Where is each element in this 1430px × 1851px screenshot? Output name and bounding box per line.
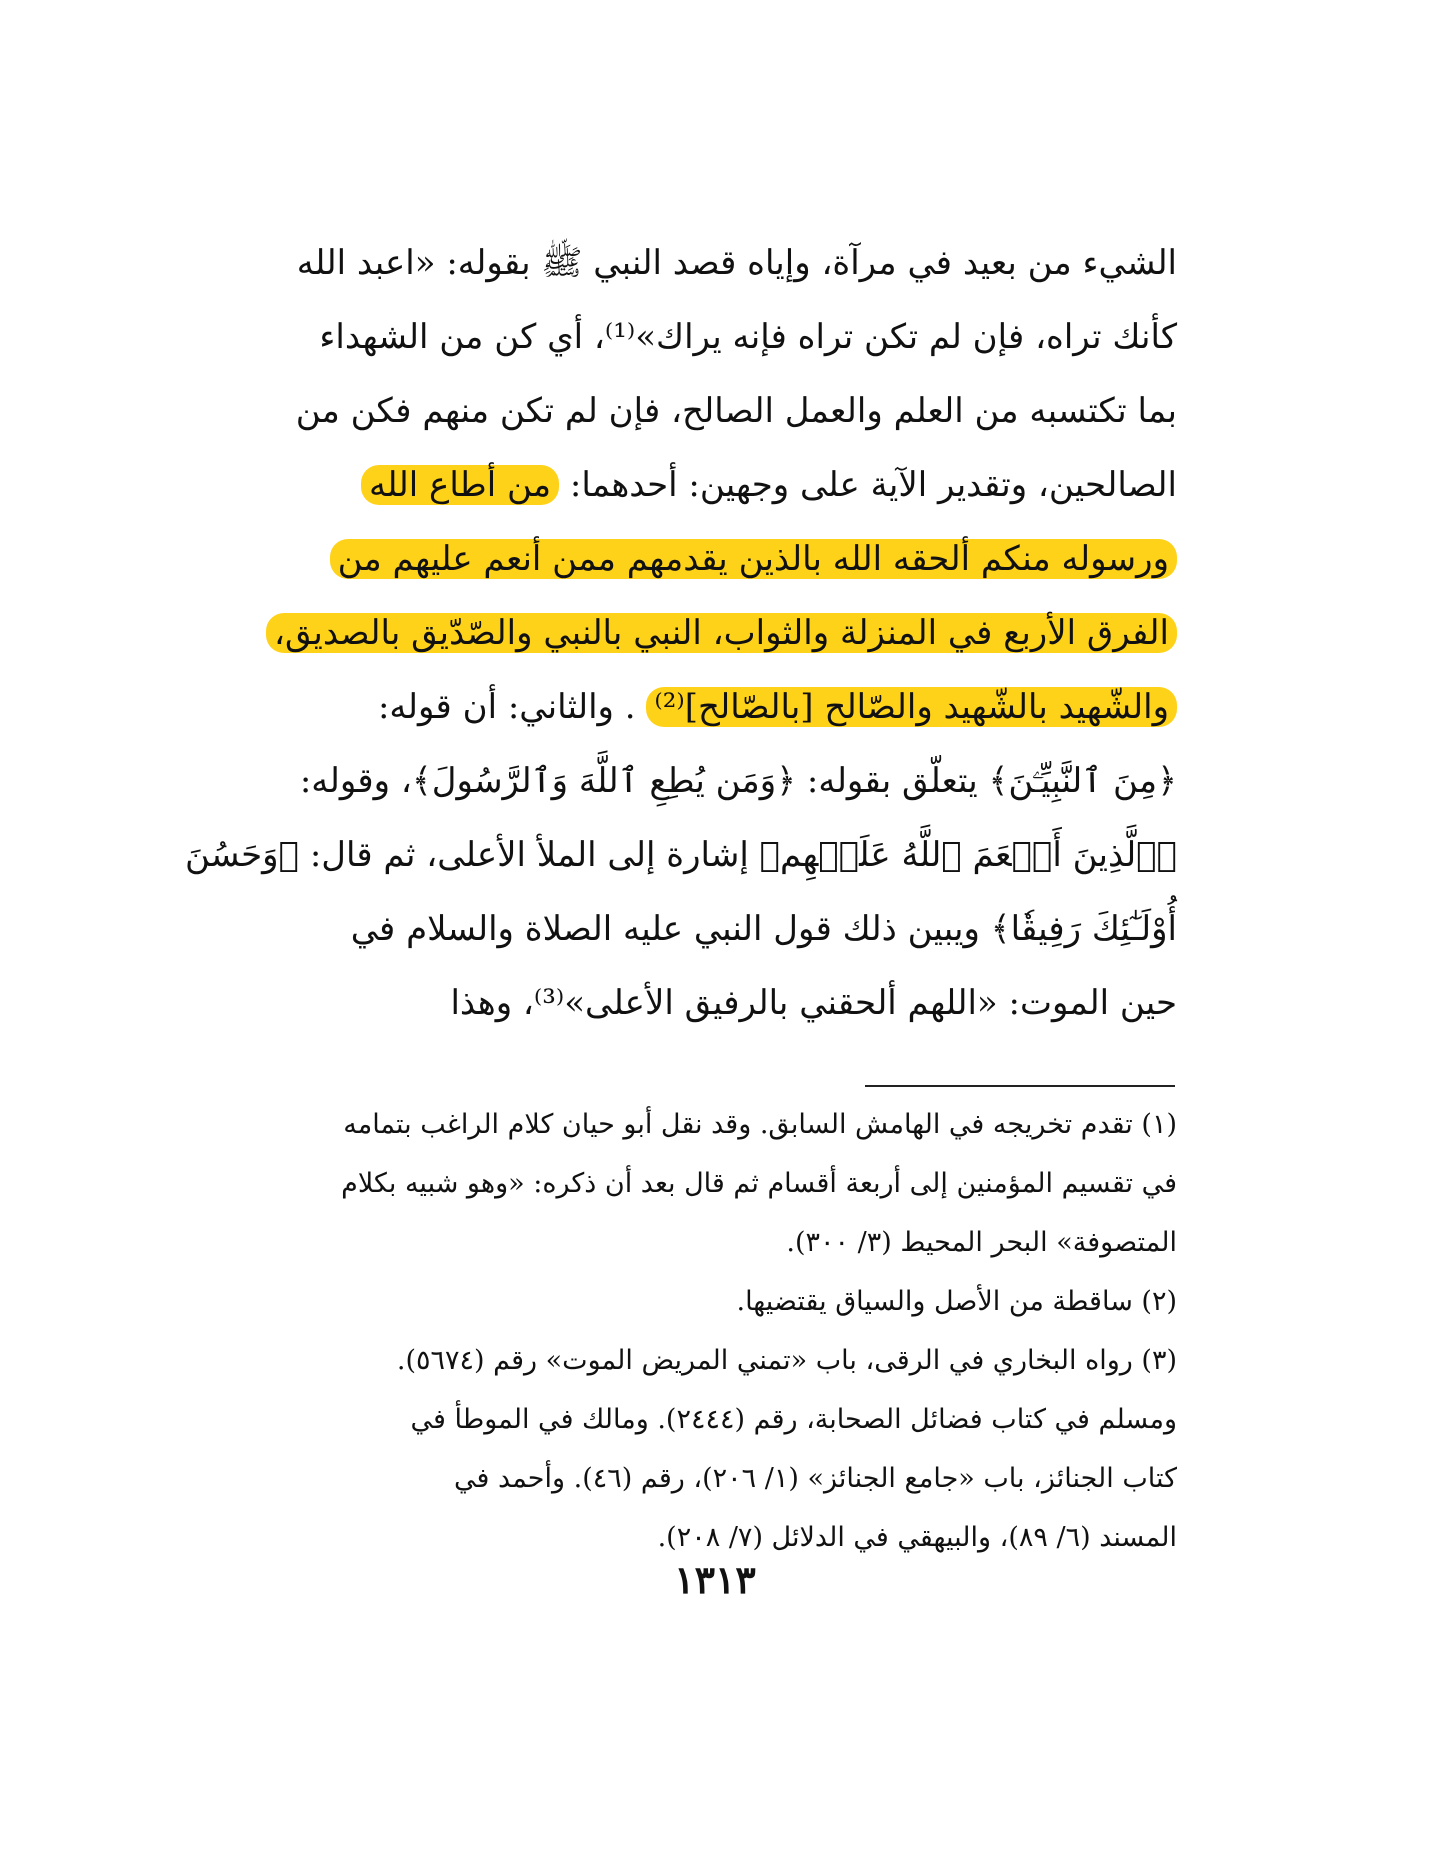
footnote-line-6: ومسلم في كتاب فضائل الصحابة، رقم (٢٤٤٤). ومالك في الموطأ في — [410, 1404, 1177, 1435]
text-line-10: أُوْلَـٰٓئِكَ رَفِيقٗا﴾ ويبين ذلك قول النبي عليه الصلاة والسلام في — [350, 909, 1177, 949]
text-line-3: بما تكتسبه من العلم والعمل الصالح، فإن لم تكن منهم فكن من — [295, 391, 1177, 431]
footnote-line-7: كتاب الجنائز، باب «جامع الجنائز» (١/ ٢٠٦)، رقم (٤٦). وأحمد في — [454, 1463, 1177, 1494]
highlighted-phrase: من أطاع الله — [361, 465, 559, 505]
text-line-4-start: الصالحين، وتقدير الآية على وجهين: أحدهما: — [569, 465, 1177, 505]
text-line-7 — [315, 670, 1177, 744]
footnote-divider — [865, 1085, 1175, 1087]
text-line-11: حين الموت: «اللهم ألحقني بالرفيق الأعلى»⁽³⁾، وهذا — [450, 983, 1177, 1023]
text-line-2: كأنك تراه، فإن لم تكن تراه فإنه يراك»⁽¹⁾، أي كن من الشهداء — [319, 317, 1177, 357]
text-line-4 — [315, 448, 1177, 522]
text-line-9: ﴿ٱلَّذِينَ أَنۡعَمَ ٱللَّهُ عَلَيۡهِم﴾ إشارة إلى الملأ الأعلى، ثم قال: ﴿وَحَسُنَ — [184, 835, 1177, 875]
highlighted-line-6: الفرق الأربع في المنزلة والثواب، النبي بالنبي والصّدّيق بالصديق، — [266, 613, 1177, 653]
text-line-7-tail: . والثاني: أن قوله: — [377, 687, 636, 727]
highlighted-line-7: والشّهيد بالشّهيد والصّالح [بالصّالح]⁽²⁾ — [646, 687, 1177, 727]
text-line-1: الشيء من بعيد في مرآة، وإياه قصد النبي ﷺ بقوله: «اعبد الله — [296, 243, 1177, 283]
footnote-line-8: المسند (٦/ ٨٩)، والبيهقي في الدلائل (٧/ ٢٠٨). — [657, 1522, 1177, 1553]
footnote-line-4: (٢) ساقطة من الأصل والسياق يقتضيها. — [736, 1286, 1177, 1317]
text-line-5 — [315, 522, 1177, 596]
footnote-line-2: في تقسيم المؤمنين إلى أربعة أقسام ثم قال بعد أن ذكره: «وهو شبيه بكلام — [341, 1168, 1177, 1199]
page-number: ١٣١٣ — [674, 1557, 756, 1602]
footnote-line-5: (٣) رواه البخاري في الرقى، باب «تمني المريض الموت» رقم (٥٦٧٤). — [396, 1345, 1177, 1376]
footnote-line-3: المتصوفة» البحر المحيط (٣/ ٣٠٠). — [786, 1227, 1177, 1258]
main-text — [184, 226, 1177, 1040]
text-line-6 — [274, 596, 1177, 670]
footnotes — [315, 1095, 1177, 1567]
highlighted-line-5: ورسوله منكم ألحقه الله بالذين يقدمهم ممن أنعم عليهم من — [330, 539, 1177, 579]
footnote-line-1: (١) تقدم تخريجه في الهامش السابق. وقد نقل أبو حيان كلام الراغب بتمامه — [343, 1109, 1177, 1140]
text-line-8: ﴿مِنَ ٱلنَّبِيِّـۧنَ﴾ يتعلّق بقوله: ﴿وَمَن يُطِعِ ٱللَّهَ وَٱلرَّسُولَ﴾، وقوله: — [299, 761, 1177, 801]
